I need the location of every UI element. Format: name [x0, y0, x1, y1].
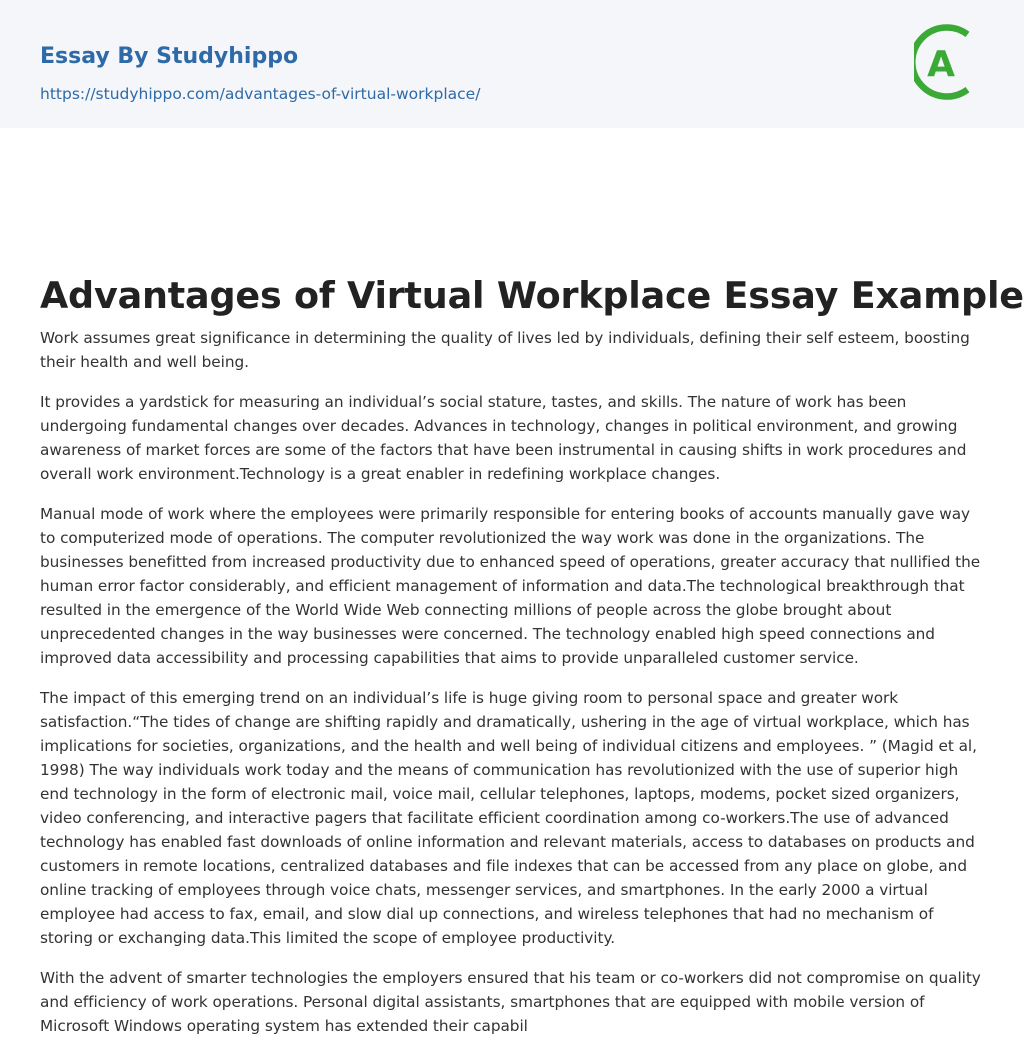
article-paragraph-5: With the advent of smarter technologies the employers ensured that his team or co-workers did not compromise on quality and efficiency of work operations. Personal digital assistants, smartphones that are equipped with mobile version of Microsoft Windows operating system has extended their capabil	[40, 969, 981, 1035]
article-paragraph-2: It provides a yardstick for measuring an individual’s social stature, tastes, and skills. The nature of work has been undergoing fundamental changes over decades. Advances in technology, changes in political environment, and growing awareness of market forces are some of the factors that have been instrumental in causing shifts in work procedures and overall work environment.Technology is a great enabler in redefining workplace changes.	[40, 393, 967, 483]
article-paragraph-1: Work assumes great significance in determining the quality of lives led by individuals, defining their self esteem, boosting their health and well being.	[40, 329, 970, 371]
site-header	[0, 0, 1024, 128]
article-title: Advantages of Virtual Workplace Essay Example	[40, 274, 1024, 317]
logo-letter: A	[927, 44, 955, 85]
article-paragraph-3: Manual mode of work where the employees were primarily responsible for entering books of accounts manually gave way to computerized mode of operations. The computer revolutionized the way work was done in the organizations. The businesses benefitted from increased productivity due to enhanced speed of operations, greater accuracy that nullified the human error factor considerably, and efficient management of information and data.The technological breakthrough that resulted in the emergence of the World Wide Web connecting millions of people across the globe brought about unprecedented changes in the way businesses were concerned. The technology enabled high speed connections and improved data accessibility and processing capabilities that aims to provide unparalleled customer service.	[40, 505, 981, 667]
site-name[interactable]: Essay By Studyhippo	[40, 44, 299, 69]
article-url-link[interactable]: https://studyhippo.com/advantages-of-virtual-workplace/	[40, 85, 481, 103]
article-paragraph-4: The impact of this emerging trend on an individual’s life is huge giving room to personal space and greater work satisfaction.“The tides of change are shifting rapidly and dramatically, ushering in the age of virtual workplace, which has implications for societies, organizations, and the health and well being of individual citizens and employees. ” (Magid et al, 1998) The way individuals work today and the means of communication has revolutionized with the use of superior high end technology in the form of electronic mail, voice mail, cellular telephones, laptops, modems, pocket sized organizers, video conferencing, and interactive pagers that facilitate efficient coordination among co-workers.The use of advanced technology has enabled fast downloads of online information and relevant materials, access to databases on products and customers in remote locations, centralized databases and file indexes that can be accessed from any place on globe, and online tracking of employees through voice chats, messenger services, and smartphones. In the early 2000 a virtual employee had access to fax, email, and slow dial up connections, and wireless telephones that had no mechanism of storing or exchanging data.This limited the scope of employee productivity.	[40, 689, 977, 947]
article	[0, 128, 1024, 1038]
studyhippo-logo-icon[interactable]	[914, 20, 984, 104]
